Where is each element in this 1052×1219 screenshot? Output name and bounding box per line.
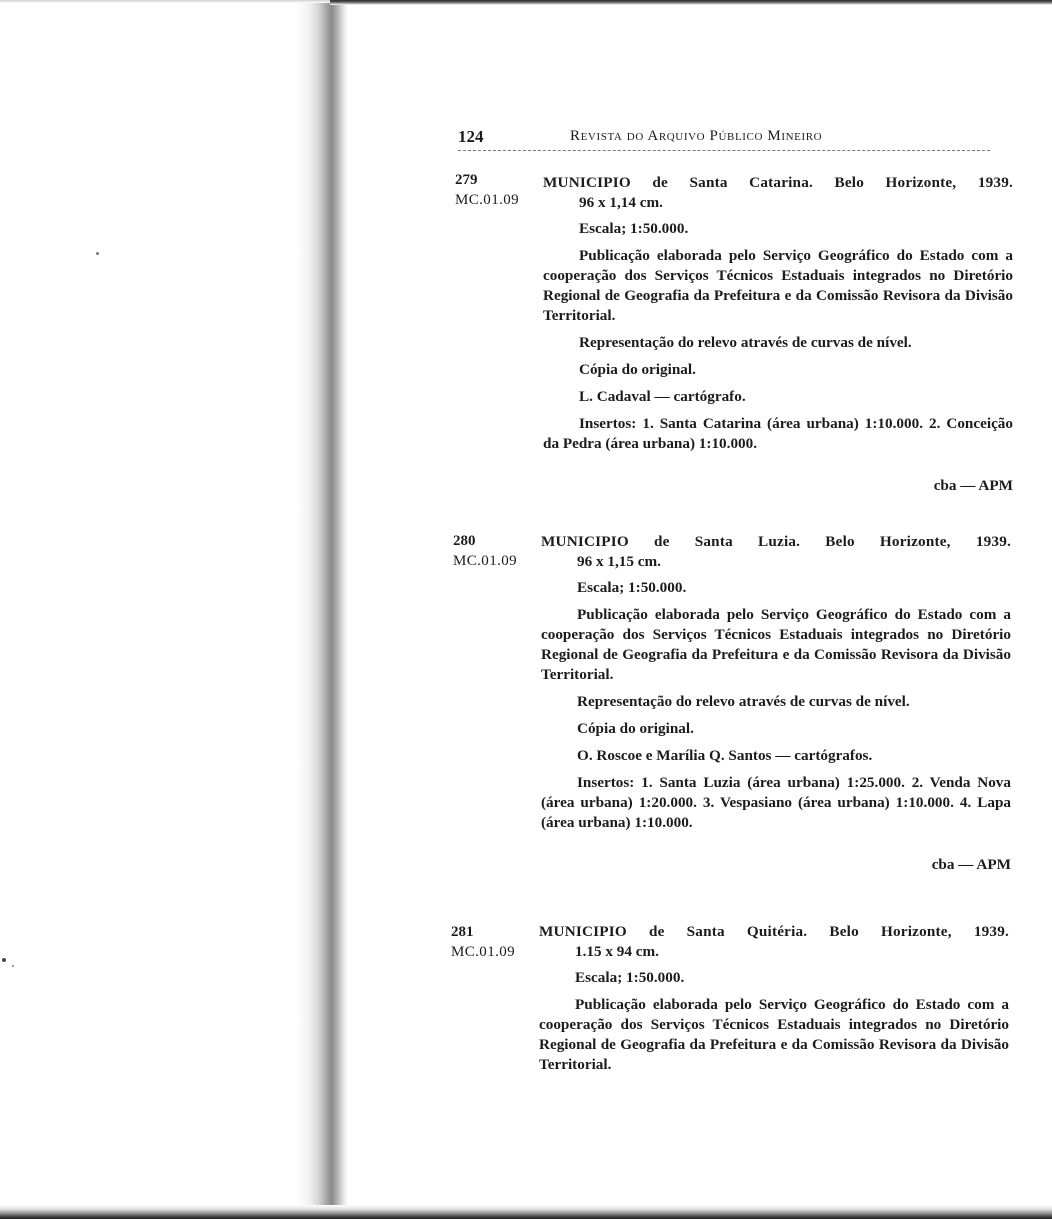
entry-cartographers: O. Roscoe e Marília Q. Santos — cartógrafos. (577, 747, 873, 764)
entry-280 (541, 532, 1011, 875)
entry-publication: Publicação elaborada pelo Serviço Geográfico do Estado com a cooperação dos Serviços Técnicos Estaduais integrados no Diretório Regional de Geografia da Prefeitura e da Comissão Revisora da Divisão Territorial. (541, 606, 1011, 683)
entry-relief: Representação do relevo através de curvas de nível. (577, 693, 910, 710)
entry-scale: Escala; 1:50.000. (575, 969, 685, 986)
entry-signature: MC.01.09 (453, 553, 518, 569)
entry-number: 279 (455, 172, 478, 188)
entry-title: MUNICIPIO de Santa Luzia. Belo Horizonte, 1939. (541, 533, 1011, 550)
entry-publication: Publicação elaborada pelo Serviço Geográfico do Estado com a cooperação dos Serviços Técnicos Estaduais integrados no Diretório Regional de Geografia da Prefeitura e da Comissão Revisora da Divisão Territorial. (539, 996, 1009, 1073)
entry-281 (539, 922, 1009, 1075)
page-top-edge-left (0, 0, 330, 3)
entry-dimensions: 1.15 x 94 cm. (575, 943, 659, 960)
entry-credit: cba — APM (931, 856, 1011, 873)
scan-speck (2, 958, 6, 962)
entry-cartographers: L. Cadaval — cartógrafo. (579, 388, 746, 405)
entry-publication: Publicação elaborada pelo Serviço Geográfico do Estado com a cooperação dos Serviços Técnicos Estaduais integrados no Diretório Regional de Geografia da Prefeitura e da Comissão Revisora da Divisão Territorial. (543, 247, 1013, 324)
entry-dimensions: 96 x 1,14 cm. (579, 194, 663, 211)
entry-signature: MC.01.09 (451, 944, 516, 960)
entry-number: 281 (451, 924, 474, 940)
entry-insets: Insertos: 1. Santa Catarina (área urbana) 1:10.000. 2. Conceição da Pedra (área urbana) 1:10.000. (543, 415, 1013, 452)
entry-insets: Insertos: 1. Santa Luzia (área urbana) 1:25.000. 2. Venda Nova (área urbana) 1:20.000. 3. Vespasiano (área urbana) 1:10.000. 4. Lapa (área urbana) 1:10.000. (541, 774, 1011, 831)
entry-scale: Escala; 1:50.000. (577, 579, 687, 596)
binding-gutter-shadow (0, 0, 348, 1219)
running-header (458, 127, 990, 155)
entry-relief: Representação do relevo através de curvas de nível. (579, 334, 912, 351)
entry-number: 280 (453, 533, 476, 549)
journal-title: Revista do Arquivo Público Mineiro (570, 128, 823, 144)
entry-279-code (455, 170, 555, 210)
page-bottom-edge (0, 1205, 1052, 1219)
page-number: 124 (458, 127, 484, 146)
scan-speck (12, 965, 14, 967)
header-rule (458, 150, 990, 151)
entry-279 (543, 173, 1013, 496)
entry-signature: MC.01.09 (455, 192, 520, 208)
entry-scale: Escala; 1:50.000. (579, 220, 689, 237)
entry-title: MUNICIPIO de Santa Quitéria. Belo Horizonte, 1939. (539, 923, 1009, 940)
entry-281-code (451, 922, 551, 962)
page-top-edge (330, 0, 1052, 5)
entry-copy: Cópia do original. (577, 720, 694, 737)
entry-280-code (453, 531, 553, 571)
scan-speck (96, 252, 99, 255)
entry-title: MUNICIPIO de Santa Catarina. Belo Horizonte, 1939. (543, 174, 1013, 191)
entry-credit: cba — APM (933, 477, 1013, 494)
entry-copy: Cópia do original. (579, 361, 696, 378)
entry-dimensions: 96 x 1,15 cm. (577, 553, 661, 570)
